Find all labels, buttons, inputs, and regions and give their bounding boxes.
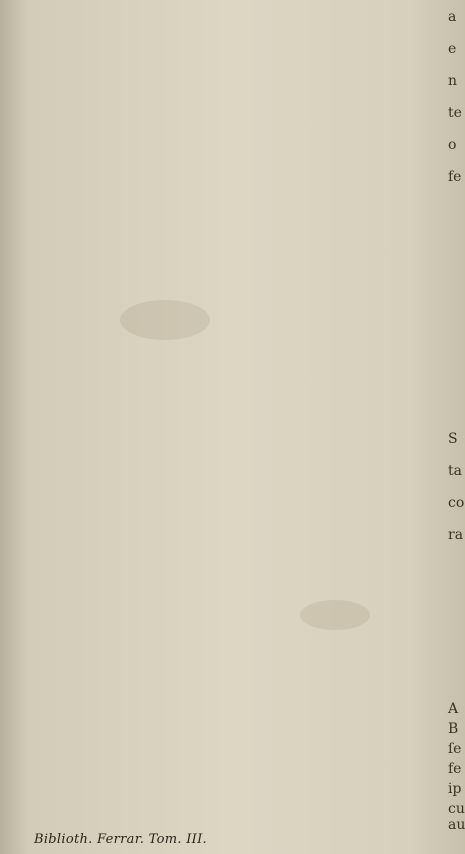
margin-fragment: B	[448, 721, 459, 737]
margin-fragment: cu	[448, 801, 465, 817]
margin-fragment: e	[448, 41, 457, 57]
margin-fragment: A	[448, 701, 459, 717]
margin-fragment: co	[448, 495, 465, 511]
margin-fragment: fe	[448, 169, 462, 185]
paper-stain	[120, 300, 210, 340]
margin-fragment: te	[448, 105, 462, 121]
margin-fragment: S	[448, 431, 458, 447]
footer-signature: Biblioth. Ferrar. Tom. III.	[34, 832, 207, 847]
margin-fragment: fe	[448, 761, 462, 777]
paper-stain	[300, 600, 370, 630]
margin-fragment: a	[448, 9, 457, 25]
margin-fragment: o	[448, 137, 457, 153]
margin-fragment: ta	[448, 463, 462, 479]
margin-fragment: ſe	[448, 741, 462, 757]
margin-fragment: n	[448, 73, 458, 89]
margin-fragment: ip	[448, 781, 462, 797]
margin-fragment: au	[448, 817, 465, 833]
margin-fragment: ra	[448, 527, 464, 543]
